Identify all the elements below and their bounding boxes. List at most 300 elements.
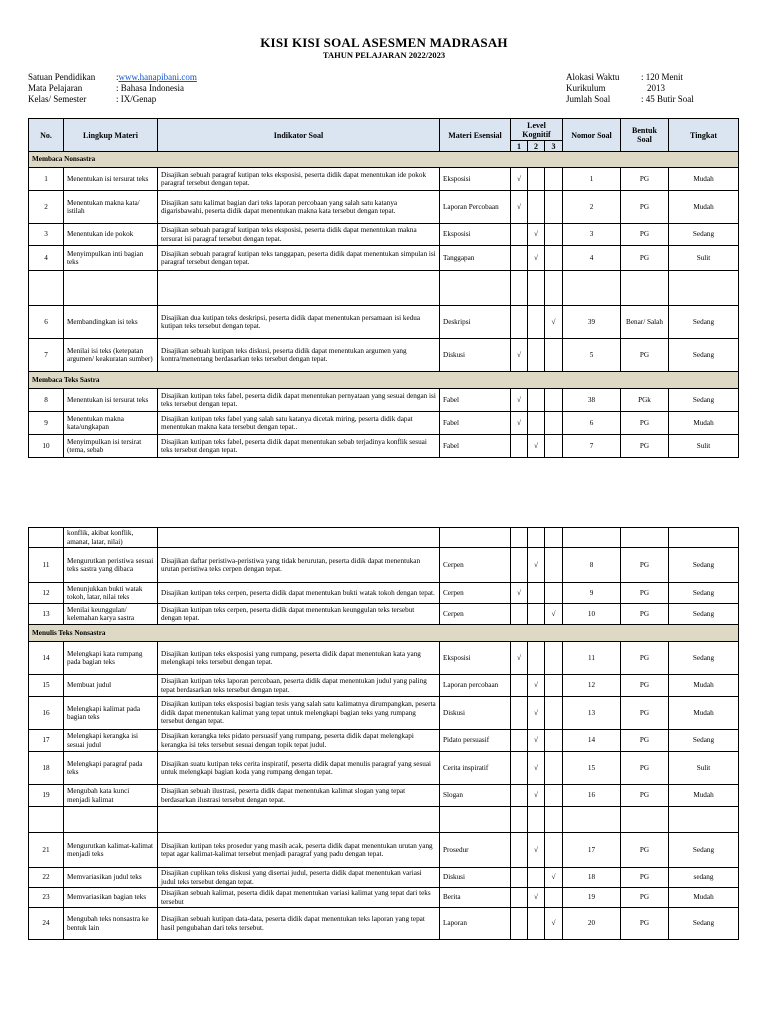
cell-lingkup: Mengurutkan peristiwa sesuai teks sastra yang dibaca [64,548,158,583]
cell-lingkup: Melengkapi paragraf pada teks [64,752,158,785]
check-mark-icon: √ [511,642,528,675]
cell-tingkat: Mudah [669,168,739,191]
empty-cell [669,807,739,833]
cell-level-2 [528,389,545,412]
cell-no: 19 [29,785,64,807]
cell-nomor: 4 [563,246,621,271]
empty-cell [621,271,669,306]
check-mark-icon: √ [528,246,545,271]
check-mark-icon: √ [545,306,563,339]
cell-level-2 [528,642,545,675]
table-row [29,675,739,697]
table-row [29,412,739,435]
cell-lingkup: Menyimpulkan isi tersirat (tema, sebab [64,435,158,458]
col-tingkat: Tingkat [669,119,739,152]
cell-lingkup: Memvariasikan bagian teks [64,888,158,908]
meta-right [566,72,694,105]
empty-cell [563,807,621,833]
empty-cell [545,807,563,833]
cell-nomor: 9 [563,583,621,604]
empty-cell [440,528,511,548]
meta-label: Kurikulum [566,83,606,93]
cell-tingkat: Sedang [669,833,739,868]
cell-tingkat: Mudah [669,697,739,730]
document-subtitle: TAHUN PELAJARAN 2022/2023 [322,50,446,60]
cell-tingkat: Sedang [669,389,739,412]
cell-lingkup: Menentukan makna kata/ istilah [64,191,158,224]
cell-indikator: Disajikan kutipan teks laporan percobaan, peserta didik dapat menentukan judul yang paling tepat berdasarkan teks tersebut dengan tepat. [158,675,440,697]
website-link[interactable]: www.hanapibani.com [118,72,197,82]
cell-lingkup: Melengkapi kerangka isi sesuai judul [64,730,158,752]
cell-materi: Cerpen [440,604,511,625]
cell-bentuk: Benar/ Salah [621,306,669,339]
check-mark-icon: √ [511,191,528,224]
cell-nomor: 5 [563,339,621,372]
check-mark-icon: √ [545,604,563,625]
cell-lingkup: konflik, akibat konflik, amanat, latar, nilai) [64,528,158,548]
cell-materi: Tanggapan [440,246,511,271]
cell-no: 4 [29,246,64,271]
cell-indikator: Disajikan sebuah kutipan teks diskusi, peserta didik dapat menentukan argumen yang kontra/menentang berdasarkan teks tersebut dengan tepat. [158,339,440,372]
cell-nomor: 13 [563,697,621,730]
empty-cell [669,271,739,306]
cell-level-2 [528,908,545,940]
meta-value: : [116,72,119,82]
cell-level-2 [528,604,545,625]
check-mark-icon: √ [511,389,528,412]
cell-bentuk: PG [621,697,669,730]
cell-lingkup: Mengubah kata kunci menjadi kalimat [64,785,158,807]
table-row [29,435,739,458]
table-row [29,168,739,191]
cell-level-1 [511,833,528,868]
cell-nomor: 18 [563,868,621,888]
cell-nomor: 20 [563,908,621,940]
cell-bentuk: PG [621,868,669,888]
cell-bentuk: PG [621,339,669,372]
empty-cell [158,528,440,548]
meta-label: Jumlah Soal [566,94,611,104]
col-no: No. [29,119,64,152]
check-mark-icon: √ [528,697,545,730]
section-row [29,625,739,642]
cell-level-3 [545,642,563,675]
cell-level-2 [528,412,545,435]
cell-indikator: Disajikan sebuah paragraf kutipan teks eksposisi, peserta didik dapat menentukan makna tersurat isi paragraf tersebut dengan tepat. [158,224,440,246]
empty-cell [440,807,511,833]
table-row [29,246,739,271]
cell-indikator: Disajikan suatu kutipan teks cerita inspiratif, peserta didik dapat menulis paragraf yang sesuai untuk melengkapi bagian koda yang rumpang dengan tepat. [158,752,440,785]
cell-level-3 [545,583,563,604]
check-mark-icon: √ [511,583,528,604]
cell-materi: Cerpen [440,583,511,604]
cell-no: 15 [29,675,64,697]
check-mark-icon: √ [528,785,545,807]
table-row [29,868,739,888]
col-nomor: Nomor Soal [563,119,621,152]
cell-indikator: Disajikan kutipan teks fabel, peserta didik dapat menentukan sebab terjadinya konflik sesuai teks tersebut dengan tepat. [158,435,440,458]
cell-no: 11 [29,548,64,583]
cell-materi: Slogan [440,785,511,807]
cell-indikator: Disajikan kutipan teks cerpen, peserta didik dapat menentukan keunggulan teks tersebut dengan tepat. [158,604,440,625]
meta-label: Kelas/ Semester [28,94,87,104]
table-row [29,730,739,752]
cell-no: 9 [29,412,64,435]
cell-indikator: Disajikan sebuah kalimat, peserta didik dapat menentukan variasi kalimat yang tepat dari teks tersebut [158,888,440,908]
section-label: Membaca Teks Sastra [29,372,739,389]
cell-no: 1 [29,168,64,191]
cell-bentuk: PG [621,548,669,583]
cell-no: 17 [29,730,64,752]
cell-bentuk: PG [621,412,669,435]
cell-level-1 [511,435,528,458]
cell-indikator: Disajikan sebuah paragraf kutipan teks tanggapan, peserta didik dapat menentukan simpulan isi paragraf tersebut dengan tepat. [158,246,440,271]
check-mark-icon: √ [528,833,545,868]
cell-indikator: Disajikan daftar peristiwa-peristiwa yang tidak berurutan, peserta didik dapat menentukan urutan peristiwa teks cerpen dengan tepat. [158,548,440,583]
cell-lingkup: Menentukan isi tersurat teks [64,168,158,191]
section-row [29,372,739,389]
empty-cell [29,807,64,833]
empty-cell [563,528,621,548]
meta-value: : Bahasa Indonesia [116,83,184,93]
cell-no: 6 [29,306,64,339]
cell-tingkat: Sulit [669,246,739,271]
cell-bentuk: PG [621,752,669,785]
empty-cell [511,271,528,306]
cell-lingkup: Menilai keunggulan/ kelemahan karya sastra [64,604,158,625]
cell-materi: Fabel [440,412,511,435]
cell-tingkat: Sedang [669,224,739,246]
cell-nomor: 8 [563,548,621,583]
cell-level-3 [545,752,563,785]
cell-materi: Eksposisi [440,224,511,246]
cell-lingkup: Mengurutkan kalimat-kalimat menjadi teks [64,833,158,868]
cell-indikator: Disajikan satu kalimat bagian dari teks laporan percobaan yang salah satu katanya digarisbawahi, peserta didik dapat menentukan makna kata tersebut dengan tepat. [158,191,440,224]
check-mark-icon: √ [528,888,545,908]
cell-materi: Pidato persuasif [440,730,511,752]
cell-lingkup: Membandingkan isi teks [64,306,158,339]
cell-indikator: Disajikan kutipan teks fabel yang salah satu katanya dicetak miring, peserta didik dapat menentukan makna kata tersebut dengan tepat.. [158,412,440,435]
kisi-table-page-2 [28,527,739,940]
cell-level-1 [511,548,528,583]
cell-lingkup: Memvariasikan judul teks [64,868,158,888]
blank-row [29,271,739,306]
cell-level-1 [511,246,528,271]
cell-level-1 [511,697,528,730]
cell-lingkup: Menilai isi teks (ketepatan argumen/ keakuratan sumber) [64,339,158,372]
cell-level-3 [545,833,563,868]
meta-value: 2013 [647,83,665,93]
cell-nomor: 14 [563,730,621,752]
cell-level-2 [528,339,545,372]
cell-level-1 [511,224,528,246]
cell-level-3 [545,548,563,583]
check-mark-icon: √ [528,730,545,752]
cell-tingkat: Sedang [669,339,739,372]
cell-level-3 [545,168,563,191]
table-row [29,224,739,246]
cell-bentuk: PG [621,730,669,752]
col-level-2: 2 [528,141,545,152]
cell-materi: Diskusi [440,868,511,888]
cell-level-3 [545,888,563,908]
cell-tingkat: Sedang [669,642,739,675]
table-row [29,642,739,675]
check-mark-icon: √ [511,339,528,372]
cell-materi: Laporan [440,908,511,940]
cell-level-3 [545,412,563,435]
cell-tingkat: Sedang [669,306,739,339]
cell-tingkat: Mudah [669,675,739,697]
empty-cell [158,807,440,833]
table-row [29,306,739,339]
cell-materi: Cerita inspiratif [440,752,511,785]
cell-level-3 [545,730,563,752]
empty-cell [528,271,545,306]
cell-nomor: 2 [563,191,621,224]
cell-no: 12 [29,583,64,604]
cell-materi: Fabel [440,435,511,458]
cell-level-3 [545,785,563,807]
table-row [29,785,739,807]
cell-level-3 [545,339,563,372]
cell-bentuk: PG [621,888,669,908]
cell-no: 23 [29,888,64,908]
cell-nomor: 39 [563,306,621,339]
cell-nomor: 7 [563,435,621,458]
table-row [29,833,739,868]
cell-level-3 [545,389,563,412]
cell-nomor: 17 [563,833,621,868]
cell-level-3 [545,191,563,224]
cell-level-2 [528,168,545,191]
cell-level-3 [545,675,563,697]
cell-lingkup: Menunjukkan bukti watak tokoh, latar, nilai teks [64,583,158,604]
cell-materi: Laporan Percobaan [440,191,511,224]
cell-bentuk: PGk [621,389,669,412]
blank-row [29,807,739,833]
cell-no: 3 [29,224,64,246]
empty-cell [563,271,621,306]
section-label: Membaca Nonsastra [29,152,739,168]
cell-no: 7 [29,339,64,372]
cell-no: 18 [29,752,64,785]
cell-materi: Prosedur [440,833,511,868]
continued-row [29,528,739,548]
cell-nomor: 1 [563,168,621,191]
cell-bentuk: PG [621,246,669,271]
cell-nomor: 3 [563,224,621,246]
cell-indikator: Disajikan sebuah ilustrasi, peserta didik dapat menentukan kalimat slogan yang tepat berdasarkan ilustrasi tersebut dengan tepat. [158,785,440,807]
cell-nomor: 11 [563,642,621,675]
table-row [29,752,739,785]
table-row [29,548,739,583]
cell-level-2 [528,191,545,224]
empty-cell [64,271,158,306]
cell-nomor: 19 [563,888,621,908]
cell-materi: Eksposisi [440,642,511,675]
cell-level-1 [511,306,528,339]
table-row [29,908,739,940]
cell-level-1 [511,752,528,785]
cell-level-3 [545,697,563,730]
cell-indikator: Disajikan kerangka teks pidato persuasif yang rumpang, peserta didik dapat melengkapi kerangka isi teks tersebut sesuai dengan topik tepat judul. [158,730,440,752]
check-mark-icon: √ [528,435,545,458]
check-mark-icon: √ [528,548,545,583]
table-row [29,697,739,730]
empty-cell [158,271,440,306]
cell-indikator: Disajikan sebuah paragraf kutipan teks eksposisi, peserta didik dapat menentukan ide pokok paragraf tersebut dengan tepat. [158,168,440,191]
document-title: KISI KISI SOAL ASESMEN MADRASAH [260,35,508,50]
table-row [29,339,739,372]
cell-lingkup: Menentukan isi tersurat teks [64,389,158,412]
cell-indikator: Disajikan kutipan teks eksposisi bagian tesis yang salah satu kalimatnya dirumpangkan, peserta didik dapat menentukan kalimat yang tepat untuk melengkapi bagian teks yang rumpang tersebut dengan tepat. [158,697,440,730]
cell-lingkup: Menentukan ide pokok [64,224,158,246]
cell-materi: Laporan percobaan [440,675,511,697]
meta-value: : 120 Menit [641,72,683,82]
cell-lingkup: Membuat judul [64,675,158,697]
cell-level-2 [528,868,545,888]
cell-indikator: Disajikan dua kutipan teks deskripsi, peserta didik dapat menentukan persamaan isi kedua kutipan teks tersebut dengan tepat. [158,306,440,339]
cell-tingkat: sedang [669,868,739,888]
cell-level-2 [528,306,545,339]
table-row [29,389,739,412]
cell-bentuk: PG [621,224,669,246]
cell-no: 22 [29,868,64,888]
cell-no: 10 [29,435,64,458]
col-materi: Materi Esensial [440,119,511,152]
cell-level-1 [511,908,528,940]
cell-nomor: 6 [563,412,621,435]
cell-no: 2 [29,191,64,224]
check-mark-icon: √ [511,412,528,435]
check-mark-icon: √ [528,752,545,785]
cell-no: 16 [29,697,64,730]
cell-level-1 [511,888,528,908]
cell-lingkup: Mengubah teks nonsastra ke bentuk lain [64,908,158,940]
cell-level-2 [528,583,545,604]
table-row [29,888,739,908]
empty-cell [621,807,669,833]
col-indikator: Indikator Soal [158,119,440,152]
cell-lingkup: Melengkapi kalimat pada bagian teks [64,697,158,730]
cell-tingkat: Mudah [669,191,739,224]
cell-indikator: Disajikan cuplikan teks diskusi yang disertai judul, peserta didik dapat menentukan variasi judul teks tersebut dengan tepat. [158,868,440,888]
cell-indikator: Disajikan kutipan teks fabel, peserta didik dapat menentukan pernyataan yang sesuai dengan isi teks tersebut dengan tepat. [158,389,440,412]
cell-tingkat: Sedang [669,730,739,752]
col-level-3: 3 [545,141,563,152]
cell-materi: Diskusi [440,697,511,730]
cell-tingkat: Mudah [669,888,739,908]
meta-label: Satuan Pendidikan [28,72,96,82]
cell-no: 13 [29,604,64,625]
cell-tingkat: Sulit [669,435,739,458]
cell-no: 14 [29,642,64,675]
cell-bentuk: PG [621,675,669,697]
cell-materi: Fabel [440,389,511,412]
empty-cell [64,807,158,833]
col-level: Level Kognitif [511,119,563,141]
check-mark-icon: √ [511,168,528,191]
cell-level-1 [511,785,528,807]
meta-value: : 45 Butir Soal [641,94,694,104]
check-mark-icon: √ [545,868,563,888]
col-lingkup: Lingkup Materi [64,119,158,152]
cell-bentuk: PG [621,168,669,191]
cell-tingkat: Mudah [669,785,739,807]
table-row [29,604,739,625]
cell-indikator: Disajikan sebuah kutipan data-data, peserta didik dapat menentukan teks laporan yang tepat hasil pengubahan dari teks tersebut. [158,908,440,940]
empty-cell [29,271,64,306]
cell-no: 24 [29,908,64,940]
cell-nomor: 10 [563,604,621,625]
cell-level-1 [511,675,528,697]
cell-tingkat: Sedang [669,908,739,940]
cell-level-3 [545,224,563,246]
check-mark-icon: √ [545,908,563,940]
cell-lingkup: Menyimpulkan inti bagian teks [64,246,158,271]
col-level-1: 1 [511,141,528,152]
cell-bentuk: PG [621,833,669,868]
cell-bentuk: PG [621,583,669,604]
cell-tingkat: Sedang [669,548,739,583]
cell-indikator: Disajikan kutipan teks eksposisi yang rumpang, peserta didik dapat menentukan kata yang melengkapi teks tersebut dengan tepat. [158,642,440,675]
cell-bentuk: PG [621,604,669,625]
cell-materi: Eksposisi [440,168,511,191]
cell-level-1 [511,730,528,752]
cell-indikator: Disajikan kutipan teks prosedur yang masih acak, peserta didik dapat menentukan urutan yang tepat agar kalimat-kalimat tersebut menjadi paragraf yang padu dengan tepat. [158,833,440,868]
cell-nomor: 38 [563,389,621,412]
empty-cell [545,528,563,548]
cell-tingkat: Sulit [669,752,739,785]
check-mark-icon: √ [528,224,545,246]
empty-cell [621,528,669,548]
empty-cell [545,271,563,306]
table-row [29,191,739,224]
meta-left [28,72,197,105]
section-label: Menulis Teks Nonsastra [29,625,739,642]
cell-materi: Cerpen [440,548,511,583]
section-row [29,152,739,168]
cell-lingkup: Melengkapi kata rumpang pada bagian teks [64,642,158,675]
empty-cell [29,528,64,548]
empty-cell [511,807,528,833]
cell-materi: Deskripsi [440,306,511,339]
cell-materi: Diskusi [440,339,511,372]
meta-label: Mata Pelajaran [28,83,83,93]
cell-bentuk: PG [621,191,669,224]
empty-cell [669,528,739,548]
cell-level-1 [511,868,528,888]
cell-tingkat: Sedang [669,604,739,625]
cell-nomor: 15 [563,752,621,785]
cell-tingkat: Mudah [669,412,739,435]
empty-cell [528,528,545,548]
cell-bentuk: PG [621,785,669,807]
table-row [29,583,739,604]
meta-label: Alokasi Waktu [566,72,620,82]
cell-bentuk: PG [621,435,669,458]
col-bentuk: Bentuk Soal [621,119,669,152]
cell-level-3 [545,435,563,458]
cell-indikator: Disajikan kutipan teks cerpen, peserta didik dapat menentukan bukti watak tokoh dengan tepat. [158,583,440,604]
cell-level-1 [511,604,528,625]
cell-level-3 [545,246,563,271]
cell-nomor: 12 [563,675,621,697]
cell-nomor: 16 [563,785,621,807]
empty-cell [528,807,545,833]
kisi-table-page-1 [28,118,739,458]
